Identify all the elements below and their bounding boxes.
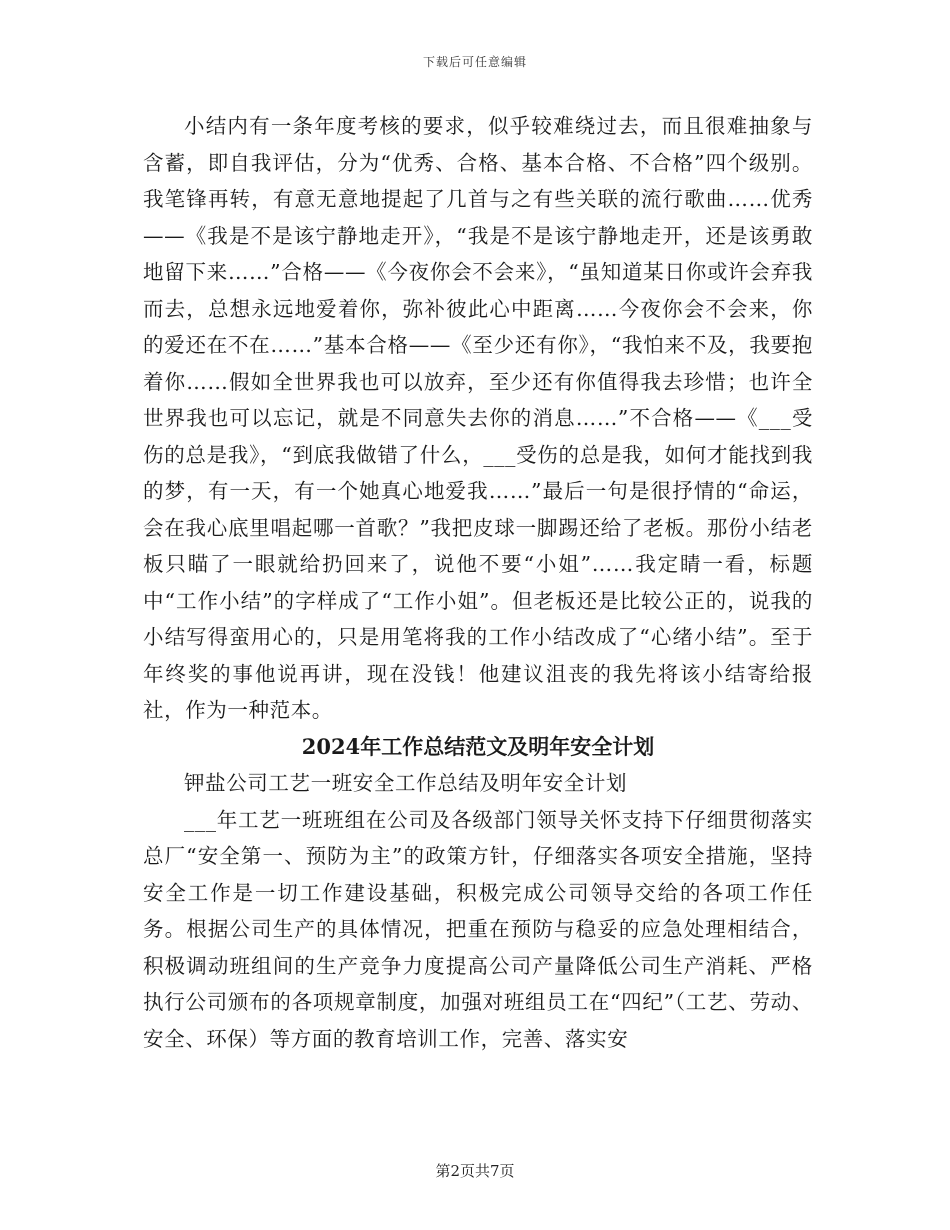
document-body bbox=[143, 108, 813, 1057]
page-header: 下载后可任意编辑 bbox=[422, 55, 527, 69]
paragraph-safety-summary: ___年工艺一班班组在公司及各级部门领导关怀支持下仔细贯彻落实总厂“安全第一、预防为主”的政策方针，仔细落实各项安全措施，坚持安全工作是一切工作建设基础，积极完成公司领导交给的各项工作任务。根据公司生产的具体情况，把重在预防与稳妥的应急处理相结合，积极调动班组间的生产竞争力度提高公司产量降低公司生产消耗、严格执行公司颁布的各项规章制度，加强对班组员工在“四纪”（工艺、劳动、安全、环保）等方面的教育培训工作，完善、落实安 bbox=[143, 807, 813, 1051]
section-subtitle: 钾盐公司工艺一班安全工作总结及明年安全计划 bbox=[184, 771, 628, 795]
paragraph-review-songs: 小结内有一条年度考核的要求，似乎较难绕过去，而且很难抽象与含蓄，即自我评估，分为“优秀、合格、基本合格、不合格”四个级别。我笔锋再转，有意无意地提起了几首与之有些关联的流行歌曲……优秀——《我是不是该宁静地走开》，“我是不是该宁静地走开，还是该勇敢地留下来……”合格——《今夜你会不会来》，“虽知道某日你或许会弃我而去，总想永远地爱着你，弥补彼此心中距离……今夜你会不会来，你的爱还在不在……”基本合格——《至少还有你》，“我怕来不及，我要抱着你……假如全世界我也可以放弃，至少还有你值得我去珍惜；也许全世界我也可以忘记，就是不同意失去你的消息……”不合格——《___受伤的总是我》，“到底我做错了什么，___受伤的总是我，如何才能找到我的梦，有一天，有一个她真心地爱我……”最后一句是很抒情的“命运，会在我心底里唱起哪一首歌？”我把皮球一脚踢还给了老板。那份小结老板只瞄了一眼就给扔回来了，说他不要“小姐”……我定睛一看，标题中“工作小结”的字样成了“工作小姐”。但老板还是比较公正的，说我的小结写得蛮用心的，只是用笔将我的工作小结改成了“心绪小结”。至于年终奖的事他说再讲，现在没钱！他建议沮丧的我先将该小结寄给报社，作为一种范本。 bbox=[143, 114, 813, 722]
page-number: 第2页共7页 bbox=[435, 1162, 515, 1180]
section-title: 2024年工作总结范文及明年安全计划 bbox=[301, 733, 655, 759]
